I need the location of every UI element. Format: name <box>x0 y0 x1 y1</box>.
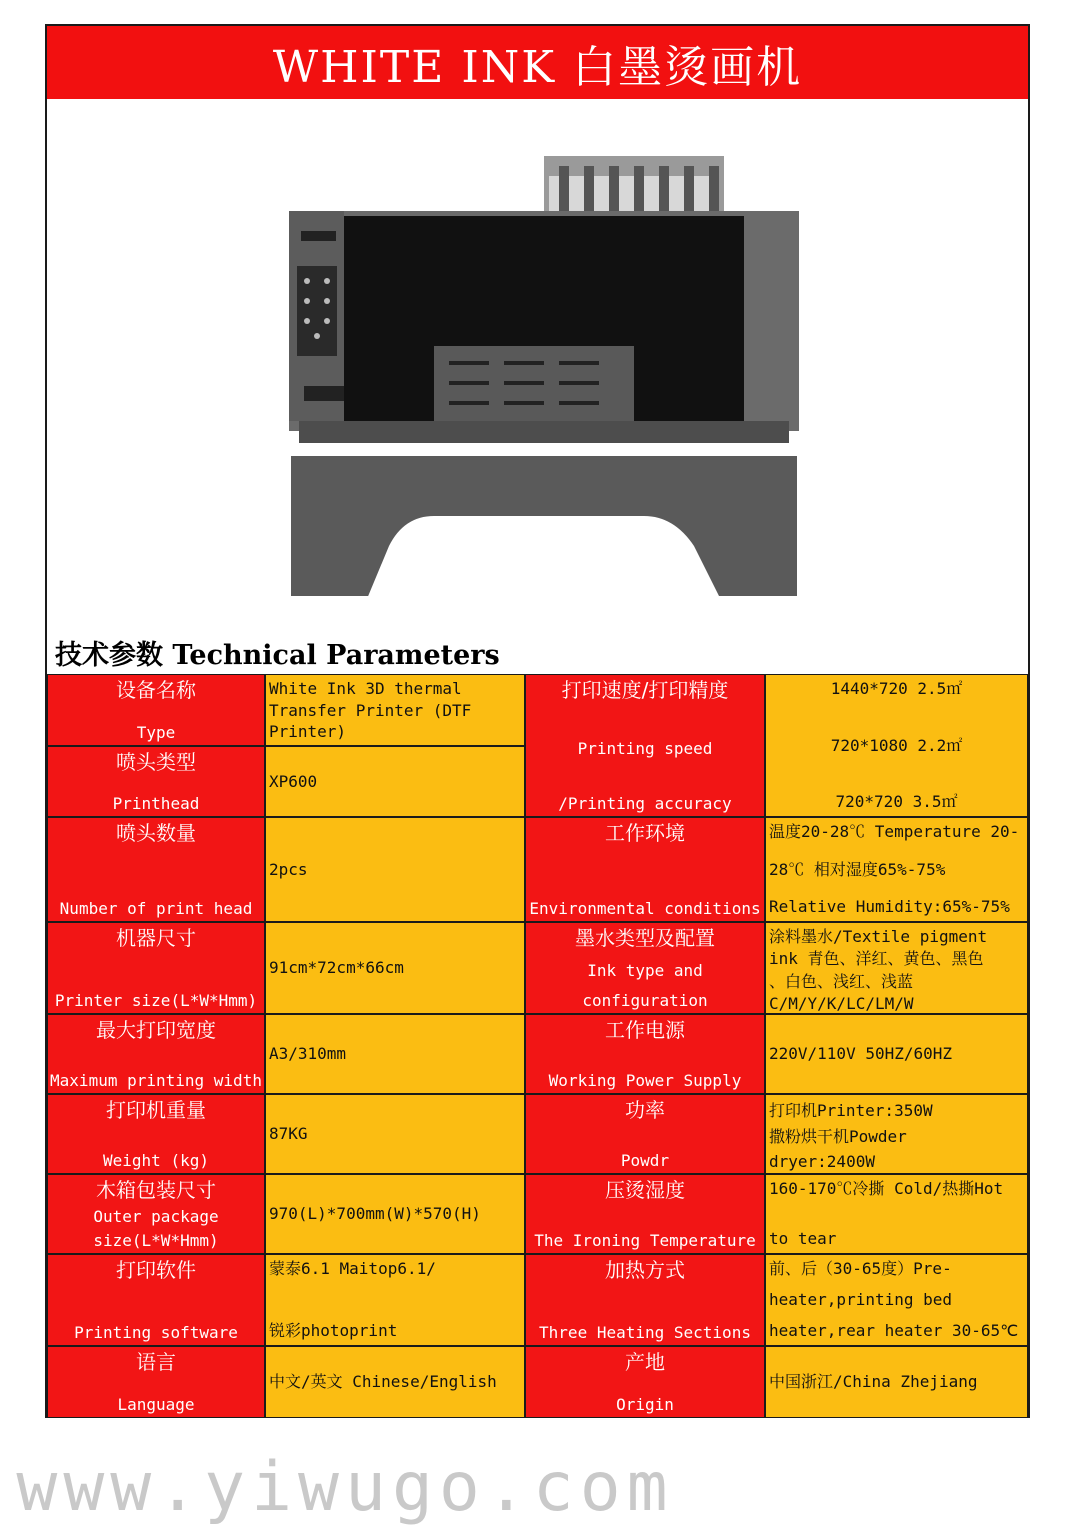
watermark: www.yiwugo.com <box>16 1448 674 1527</box>
label-en: Printer size(L*W*Hmm) <box>54 991 258 1011</box>
value-ironing <box>765 1174 1028 1254</box>
label-zh: 压烫湿度 <box>605 1178 685 1202</box>
label-zh: 打印速度/打印精度 <box>561 678 729 702</box>
label-en: Ink type and <box>587 961 703 981</box>
spec-sheet <box>45 24 1030 1418</box>
label-en: Printing software <box>74 1323 238 1343</box>
label-zh: 最大打印宽度 <box>96 1018 216 1042</box>
value-wattage: 打印机Printer:350W 撒粉烘干机Powder dryer:2400W <box>765 1094 1028 1174</box>
label-zh: 墨水类型及配置 <box>575 926 715 950</box>
value-line: 160-170℃冷撕 Cold/热撕Hot <box>769 1179 1004 1198</box>
value-line: 前、后（30-65度）Pre- <box>769 1259 952 1278</box>
title-banner: WHITE INK 白墨烫画机 <box>47 26 1028 99</box>
label-zh: 工作环境 <box>605 821 685 845</box>
label-wattage <box>525 1094 765 1174</box>
value-line: 锐彩photoprint <box>269 1321 398 1341</box>
value-head-count: 2pcs <box>265 817 525 922</box>
label-max-width <box>47 1014 265 1094</box>
value-line: 720*1080 2.2㎡ <box>830 735 963 755</box>
label-en: Environmental conditions <box>529 899 761 919</box>
value-line: 温度20-28℃ Temperature 20- <box>769 822 1020 841</box>
value-line: heater,rear heater 30-65℃ <box>769 1321 1019 1341</box>
value-weight: 87KG <box>265 1094 525 1174</box>
value-package: 970(L)*700mm(W)*570(H) <box>265 1174 525 1254</box>
label-en: Printhead <box>112 794 200 814</box>
label-en: Number of print head <box>59 899 253 919</box>
value-line: heater,printing bed <box>769 1290 953 1310</box>
label-zh: 打印机重量 <box>106 1098 206 1122</box>
value-environment <box>765 817 1028 922</box>
label-en: Three Heating Sections <box>539 1323 751 1343</box>
value-printhead: XP600 <box>265 746 525 817</box>
label-heating <box>525 1254 765 1346</box>
value-line: 28℃ 相对湿度65%-75% <box>769 859 946 879</box>
label-package <box>47 1174 265 1254</box>
value-heating <box>765 1254 1028 1346</box>
label-printhead <box>47 746 265 817</box>
value-type: White Ink 3D thermal Transfer Printer (DTF Printer) <box>265 674 525 746</box>
value-line: Relative Humidity:65%-75% <box>769 897 1010 917</box>
value-line: 720*720 3.5㎡ <box>835 792 958 812</box>
label-en: Printing speed <box>577 738 713 758</box>
label-zh: 喷头类型 <box>116 750 196 774</box>
label-weight <box>47 1094 265 1174</box>
label-ink <box>525 922 765 1014</box>
label-zh: 机器尺寸 <box>116 926 196 950</box>
label-ironing <box>525 1174 765 1254</box>
label-power <box>525 1014 765 1094</box>
label-zh: 打印软件 <box>116 1258 196 1282</box>
value-software <box>265 1254 525 1346</box>
label-en: /Printing accuracy <box>558 794 732 814</box>
label-head-count <box>47 817 265 922</box>
label-environment <box>525 817 765 922</box>
value-origin: 中国浙江/China Zhejiang <box>765 1346 1028 1418</box>
label-zh: 设备名称 <box>116 678 196 702</box>
label-zh: 工作电源 <box>605 1018 685 1042</box>
value-ink: 涂料墨水/Textile pigment ink 青色、洋红、黄色、黑色 、白色、浅红、浅蓝 C/M/Y/K/LC/LM/W <box>765 922 1028 1014</box>
label-speed <box>525 674 765 817</box>
label-en: size(L*W*Hmm) <box>93 1231 219 1251</box>
value-line: to tear <box>769 1229 837 1249</box>
label-software <box>47 1254 265 1346</box>
label-en: The Ironing Temperature <box>534 1231 756 1251</box>
label-en: Type <box>136 723 176 743</box>
label-en: Language <box>117 1395 195 1415</box>
value-size: 91cm*72cm*66cm <box>265 922 525 1014</box>
label-language <box>47 1346 265 1418</box>
label-en: Origin <box>616 1395 674 1415</box>
label-zh: 木箱包装尺寸 <box>96 1178 216 1202</box>
label-type <box>47 674 265 746</box>
label-zh: 功率 <box>625 1098 665 1122</box>
value-max-width: A3/310mm <box>265 1014 525 1094</box>
value-line: 1440*720 2.5㎡ <box>830 679 963 698</box>
label-en: Outer package <box>93 1207 219 1227</box>
label-en: Powdr <box>620 1151 670 1171</box>
label-en: Working Power Supply <box>548 1071 742 1091</box>
label-zh: 语言 <box>136 1350 176 1374</box>
value-power: 220V/110V 50HZ/60HZ <box>765 1014 1028 1094</box>
value-language: 中文/英文 Chinese/English <box>265 1346 525 1418</box>
label-zh: 产地 <box>625 1350 665 1374</box>
section-title: 技术参数 Technical Parameters <box>55 640 500 671</box>
label-en: Weight (kg) <box>103 1151 209 1171</box>
label-en: configuration <box>582 991 708 1011</box>
label-zh: 加热方式 <box>605 1258 685 1282</box>
printer-photo <box>269 131 809 596</box>
value-line: 蒙泰6.1 Maitop6.1/ <box>269 1259 436 1278</box>
value-speed <box>765 674 1028 817</box>
parameters-table <box>47 674 1028 1418</box>
label-zh: 喷头数量 <box>116 821 196 845</box>
label-size <box>47 922 265 1014</box>
label-origin <box>525 1346 765 1418</box>
label-en: Maximum printing width <box>50 1071 262 1091</box>
